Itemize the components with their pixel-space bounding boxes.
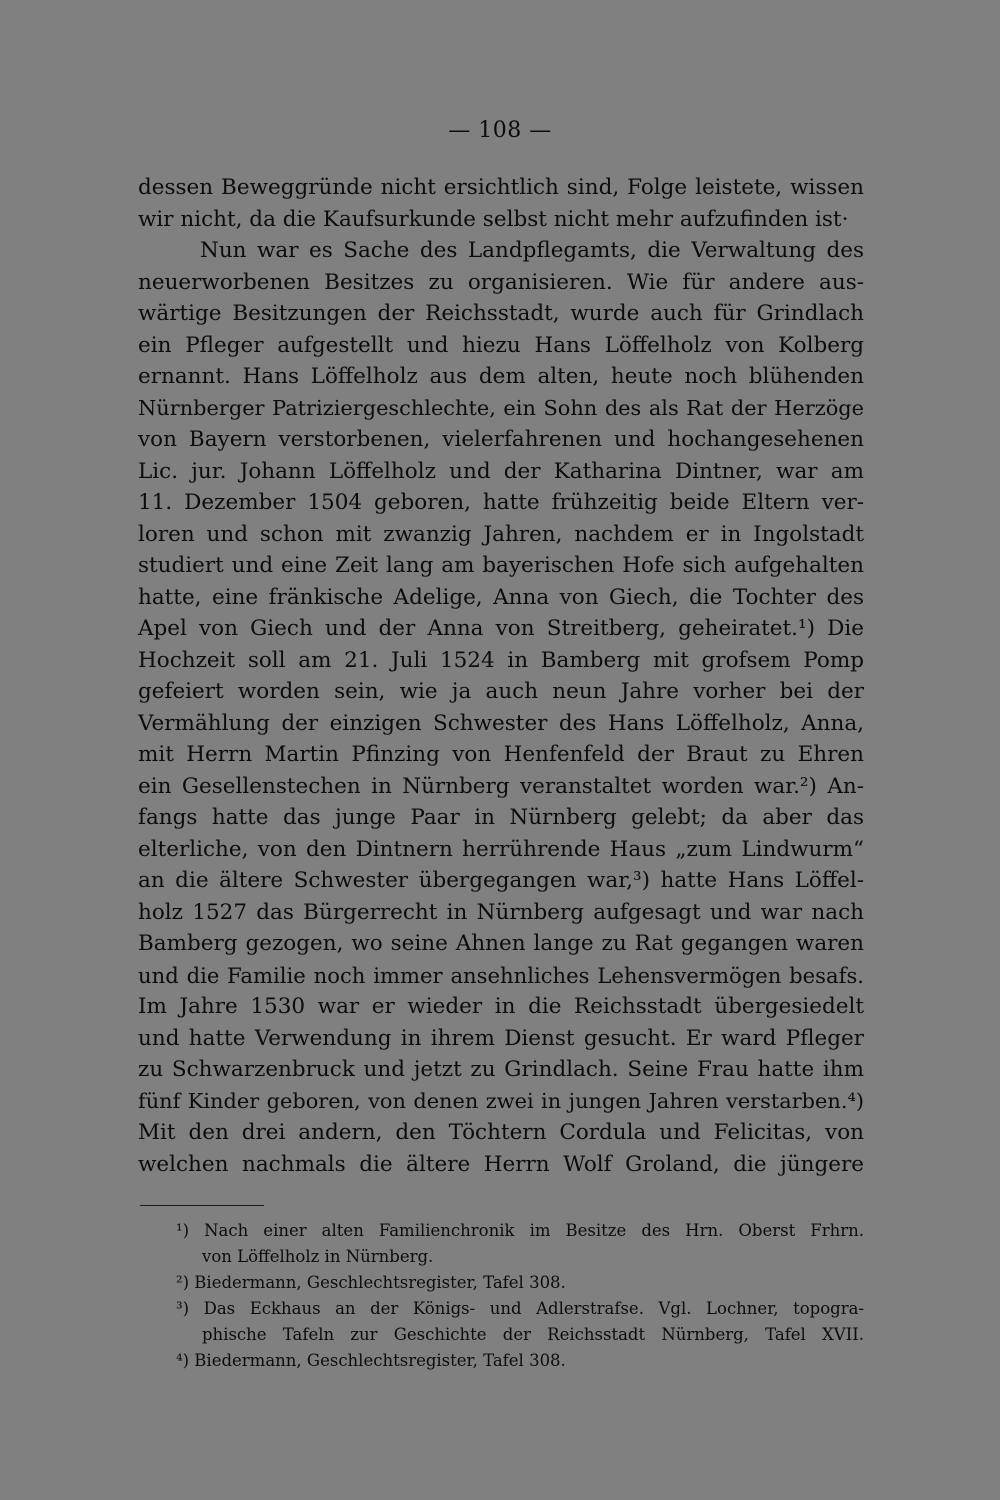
footnote-line: ²) Biedermann, Geschlechtsregister, Tafel 308.	[176, 1273, 566, 1292]
text-line: welchen nachmals die ältere Herrn Wolf Groland, die jüngere	[138, 1151, 864, 1177]
text-line: 11. Dezember 1504 geboren, hatte frühzeitig beide Eltern ver-	[138, 490, 864, 515]
text-line: wir nicht, da die Kaufsurkunde selbst nicht mehr aufzufinden ist·	[138, 206, 849, 232]
page-number: — 108 —	[448, 118, 552, 143]
body-text	[138, 172, 864, 1180]
text-line: wärtige Besitzungen der Reichsstadt, wurde auch für Grindlach	[138, 301, 864, 326]
text-line: dessen Beweggründe nicht ersichtlich sind, Folge leistete, wissen	[138, 175, 864, 200]
text-line: ein Gesellenstechen in Nürnberg veranstaltet worden war.²) An-	[138, 773, 864, 799]
text-line: Im Jahre 1530 war er wieder in die Reichsstadt übergesiedelt	[138, 994, 864, 1019]
footnote-line: ¹) Nach einer alten Familienchronik im Besitze des Hrn. Oberst Frhrn.	[176, 1221, 864, 1240]
text-line: Nürnberger Patriziergeschlechte, ein Sohn des als Rat der Herzöge	[138, 395, 864, 420]
text-line: Mit den drei andern, den Töchtern Cordula und Felicitas, von	[138, 1120, 864, 1145]
footnotes	[176, 1218, 864, 1374]
text-line: holz 1527 das Bürgerrecht in Nürnberg aufgesagt und war nach	[138, 899, 864, 925]
text-line: an die ältere Schwester übergegangen war,³) hatte Hans Löffel-	[138, 868, 864, 893]
text-line: ernannt. Hans Löffelholz aus dem alten, heute noch blühenden	[138, 364, 864, 389]
text-line: und die Familie noch immer ansehnliches Lehensvermögen besafs.	[138, 962, 864, 988]
text-line: ein Pfleger aufgestellt und hiezu Hans Löffelholz von Kolberg	[138, 332, 864, 358]
text-line: und hatte Verwendung in ihrem Dienst gesucht. Er ward Pfleger	[138, 1025, 864, 1051]
footnote-line: phische Tafeln zur Geschichte der Reichsstadt Nürnberg, Tafel XVII.	[202, 1325, 864, 1344]
text-line: gefeiert worden sein, wie ja auch neun Jahre vorher bei der	[138, 679, 864, 704]
footnote-line: von Löffelholz in Nürnberg.	[202, 1247, 434, 1266]
text-line: zu Schwarzenbruck und jetzt zu Grindlach. Seine Frau hatte ihm	[138, 1057, 864, 1082]
text-line: loren und schon mit zwanzig Jahren, nachdem er in Ingolstadt	[138, 521, 864, 547]
text-line: Apel von Giech und der Anna von Streitberg, geheiratet.¹) Die	[138, 616, 864, 641]
text-line: hatte, eine fränkische Adelige, Anna von Giech, die Tochter des	[138, 584, 864, 610]
text-line: elterliche, von den Dintnern herrührende Haus „zum Lindwurm“	[138, 836, 864, 862]
text-line: von Bayern verstorbenen, vielerfahrenen und hochangesehenen	[138, 427, 864, 452]
text-line: Bamberg gezogen, wo seine Ahnen lange zu Rat gegangen waren	[138, 931, 864, 956]
text-line: mit Herrn Martin Pfinzing von Henfenfeld der Braut zu Ehren	[138, 742, 864, 767]
footnote-divider	[140, 1205, 264, 1206]
footnote-line: ³) Das Eckhaus an der Königs- und Adlerstrafse. Vgl. Lochner, topogra-	[176, 1299, 864, 1318]
footnote-line: ⁴) Biedermann, Geschlechtsregister, Tafel 308.	[176, 1351, 566, 1370]
text-line: fünf Kinder geboren, von denen zwei in jungen Jahren verstarben.⁴)	[138, 1088, 864, 1113]
text-line: Nun war es Sache des Landpflegamts, die Verwaltung des	[200, 238, 864, 263]
text-line: fangs hatte das junge Paar in Nürnberg gelebt; da aber das	[138, 805, 864, 830]
text-line: Lic. jur. Johann Löffelholz und der Katharina Dintner, war am	[138, 458, 864, 484]
text-line: studiert und eine Zeit lang am bayerischen Hofe sich aufgehalten	[138, 553, 864, 578]
text-line: neuerworbenen Besitzes zu organisieren. Wie für andere aus-	[138, 269, 864, 295]
text-line: Hochzeit soll am 21. Juli 1524 in Bamberg mit grofsem Pomp	[138, 647, 864, 673]
text-line: Vermählung der einzigen Schwester des Hans Löffelholz, Anna,	[138, 710, 864, 736]
